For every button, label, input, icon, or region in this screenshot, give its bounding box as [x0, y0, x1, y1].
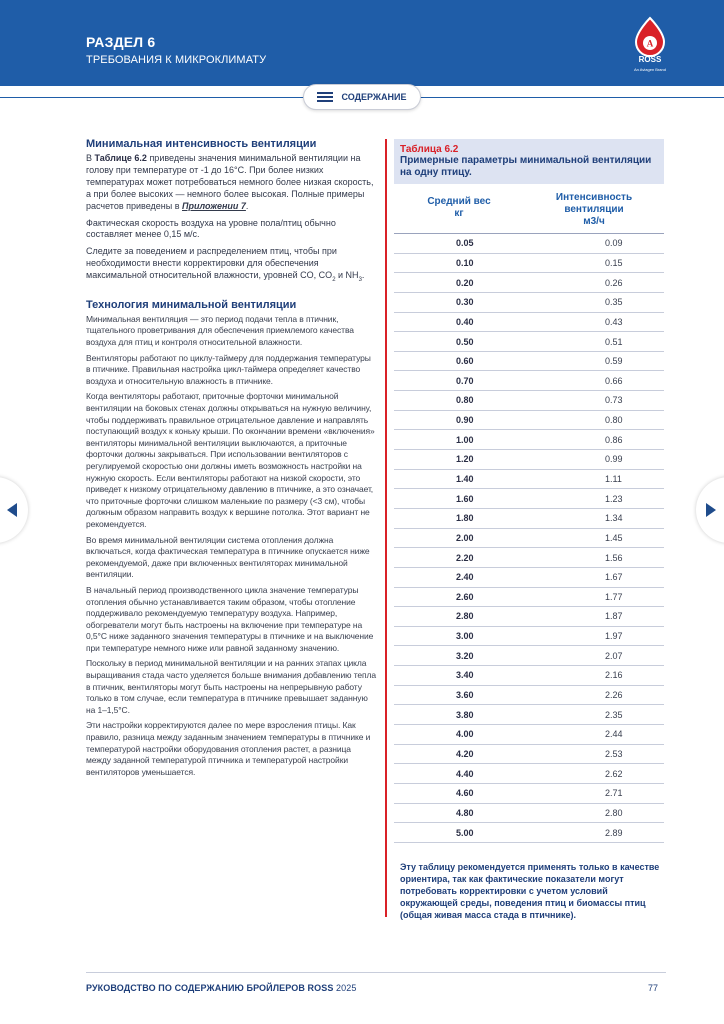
table-row [394, 764, 664, 784]
arrow-right-icon [706, 503, 716, 517]
cell-weight: 4.00 [456, 729, 474, 740]
cell-weight: 2.80 [456, 611, 474, 622]
table-title: Примерные параметры минимальной вентиляции на одну птицу. [400, 155, 652, 178]
cell-ventilation: 0.26 [605, 277, 623, 288]
cell-weight: 2.00 [456, 532, 474, 543]
cell-weight: 4.20 [456, 748, 474, 759]
table-row [394, 352, 664, 372]
cell-ventilation: 0.09 [605, 238, 623, 249]
table-row [394, 705, 664, 725]
prev-page-button[interactable] [0, 477, 28, 543]
section-title: РАЗДЕЛ 6 [86, 34, 156, 50]
cell-ventilation: 2.62 [605, 768, 623, 779]
cell-weight: 1.80 [456, 513, 474, 524]
heading-min-ventilation: Минимальная интенсивность вентиляции [86, 138, 317, 150]
table-row [394, 548, 664, 568]
cell-ventilation: 0.99 [605, 454, 623, 465]
table-row [394, 391, 664, 411]
paragraph-air-speed: Фактическая скорость воздуха на уровне пола/птиц обычно составляет менее 0,15 м/с. [86, 217, 336, 240]
table-row [394, 823, 664, 843]
cell-ventilation: 0.73 [605, 395, 623, 406]
contents-button[interactable] [303, 84, 421, 110]
cell-weight: 0.10 [456, 257, 474, 268]
cell-weight: 0.50 [456, 336, 474, 347]
cell-ventilation: 2.53 [605, 748, 623, 759]
table-row [394, 254, 664, 274]
table-row [394, 646, 664, 666]
text-column [86, 138, 376, 782]
logo-letter: A [646, 38, 654, 49]
cell-ventilation: 1.23 [605, 493, 623, 504]
cell-ventilation: 2.80 [605, 807, 623, 818]
cell-weight: 4.40 [456, 768, 474, 779]
table-row [394, 568, 664, 588]
cell-weight: 0.05 [456, 238, 474, 249]
brand-tag: An Aviagen Brand [634, 67, 666, 72]
table-row [394, 313, 664, 333]
cell-weight: 3.20 [456, 650, 474, 661]
footer-title: РУКОВОДСТВО ПО СОДЕРЖАНИЮ БРОЙЛЕРОВ ROSS 2025 [86, 983, 357, 993]
table-label: Таблица 6.2 [400, 144, 459, 155]
table-row [394, 804, 664, 824]
cell-weight: 0.30 [456, 297, 474, 308]
table-row [394, 666, 664, 686]
table-row [394, 293, 664, 313]
arrow-left-icon [7, 503, 17, 517]
cell-ventilation: 0.59 [605, 356, 623, 367]
cell-weight: 0.90 [456, 415, 474, 426]
paragraph: Минимальная вентиляция — это период подачи тепла в птичник, тщательного проветривания для обеспечения приемлемого качества воздуха для птиц и контроля относительной влажности. [86, 313, 354, 348]
paragraph: Эти настройки корректируются далее по мере взросления птицы. Как правило, разница между заданным значением температуры в птичнике и температурой настройки оборудования отопления растет, а разница между заданной температурой птичника и температурой настройки вентиляторов уменьшается. [86, 720, 371, 777]
cell-ventilation: 1.67 [605, 572, 623, 583]
table-row [394, 332, 664, 352]
cell-weight: 0.70 [456, 375, 474, 386]
table-row [394, 607, 664, 627]
page-number: 77 [648, 983, 659, 993]
cell-weight: 4.60 [456, 788, 474, 799]
cell-weight: 2.20 [456, 552, 474, 563]
table-row [394, 371, 664, 391]
cell-weight: 2.40 [456, 572, 474, 583]
cell-ventilation: 1.45 [605, 532, 623, 543]
column-header-weight: Средний вес кг [427, 196, 491, 219]
table-row [394, 450, 664, 470]
cell-ventilation: 0.86 [605, 434, 623, 445]
cell-weight: 0.40 [456, 316, 474, 327]
cell-ventilation: 1.77 [605, 591, 623, 602]
footer-divider [86, 972, 666, 973]
cell-ventilation: 1.11 [605, 474, 622, 484]
cell-ventilation: 2.07 [605, 650, 623, 661]
table-accent-line [385, 139, 387, 917]
table-header [394, 139, 664, 184]
table-row [394, 529, 664, 549]
paragraph: Поскольку в период минимальной вентиляции и на ранних этапах цикла выращивания стада часто уделяется больше внимания добавлению тепла в птичник, вентиляторы могут быть настроены на непрерывную работу только в том случае, если температура в птичнике превышает заданную на 1–1,5°С. [86, 658, 377, 715]
cell-weight: 0.20 [456, 277, 474, 288]
cell-ventilation: 1.56 [605, 552, 623, 563]
cell-weight: 1.60 [456, 493, 474, 504]
cell-weight: 5.00 [456, 827, 474, 838]
cell-ventilation: 0.66 [605, 375, 623, 386]
paragraph-intro: В Таблице 6.2 приведены значения минимальной вентиляции на голову при температуре от -1 до 16°С. При более низких температурах может потребоваться немного более низкая скорость, а при более высоких — немного более высокая. Полные примеры расчетов приведены в Приложении 7. [86, 153, 374, 211]
cell-weight: 1.20 [456, 454, 474, 465]
brand-name: ROSS [638, 55, 662, 64]
cell-ventilation: 1.97 [605, 631, 623, 642]
table-note: Эту таблицу рекомендуется применять только в качестве ориентира, так как фактические показатели могут потребовать корректировки с учетом условий окружающей среды, поведения птиц и биомассы птиц (общая живая масса стада в птичнике). [400, 861, 660, 920]
cell-ventilation: 2.71 [605, 788, 623, 799]
cell-ventilation: 0.80 [605, 415, 623, 426]
cell-weight: 3.00 [456, 631, 474, 642]
cell-ventilation: 1.87 [605, 611, 623, 622]
heading-technology: Технология минимальной вентиляции [86, 298, 297, 311]
cell-ventilation: 0.35 [605, 297, 623, 308]
table-row [394, 725, 664, 745]
cell-ventilation: 2.44 [605, 729, 623, 740]
table-row [394, 411, 664, 431]
table-row [394, 588, 664, 608]
cell-weight: 0.80 [456, 395, 474, 406]
table-row [394, 745, 664, 765]
ventilation-table [394, 139, 664, 921]
paragraph-behavior: Следите за поведением и распределением птиц, чтобы при необходимости внести корректировки для обеспечения максимальной относительной влажности, уровней CO, $CO_2$ и $NH_3$. [86, 246, 365, 283]
paragraph: Вентиляторы работают по циклу-таймеру для поддержания температуры в птичнике. Правильная настройка цикл-таймера определяет качество воздуха и относительную влажность в птичнике. [86, 352, 371, 386]
table-row [394, 627, 664, 647]
cell-weight: 3.60 [456, 690, 474, 701]
contents-label: СОДЕРЖАНИЕ [341, 92, 407, 102]
paragraph: Во время минимальной вентиляции система отопления должна включаться, когда фактическая температура в птичнике опускается ниже рекомендуемой, даже при включенных вентиляторах минимальной вентиляции. [86, 534, 370, 580]
cell-weight: 1.40 [456, 474, 474, 484]
table-body [394, 234, 664, 843]
table-column-headers [394, 184, 664, 234]
cell-ventilation: 0.51 [605, 336, 623, 347]
table-row [394, 509, 664, 529]
menu-icon [317, 92, 333, 102]
cell-weight: 1.00 [456, 434, 474, 445]
cell-ventilation: 2.16 [605, 670, 623, 681]
cell-weight: 4.80 [456, 807, 474, 818]
table-row [394, 273, 664, 293]
cell-ventilation: 0.43 [605, 316, 623, 327]
appendix-link[interactable]: Приложении 7 [182, 200, 246, 211]
cell-weight: 3.80 [456, 709, 474, 720]
table-row [394, 430, 664, 450]
table-row [394, 686, 664, 706]
table-row [394, 234, 664, 254]
cell-ventilation: 2.26 [605, 690, 623, 701]
cell-weight: 2.60 [456, 591, 474, 602]
table-row [394, 489, 664, 509]
page-header [0, 0, 724, 86]
cell-weight: 3.40 [456, 670, 474, 681]
paragraph: Когда вентиляторы работают, приточные форточки минимальной вентиляции на боковых стенах должны открываться на нужную величину, чтобы поддерживать правильное отрицательное давление и направлять поступающий воздух к коньку крыши. По окончании времени «включения» вентиляторы минимальной вентиляции выключаются, а приточные форточки должны закрываться. При использовании вентиляторов с регулируемой скоростью они должны иметь возможность настройки на нужную скорость. Если вентиляторы работают на низкой скорости, это приведет к низкому отрицательному давлению в птичнике, а это означает, что приточные форточки слишком маленькие по размеру (<3 см), чтобы должным образом направить воздух к вершине потолка. Этот вариант не рекомендуется. [86, 391, 375, 529]
table-row [394, 470, 664, 490]
next-page-button[interactable] [696, 477, 724, 543]
column-header-ventilation: Интенсивность вентиляции м3/ч [555, 192, 633, 227]
paragraph: В начальный период производственного цикла значение температуры отопления обычно устанавливается таким образом, чтобы отопление поддерживало рекомендуемую температуру воздуха. Например, обогреватели могут быть настроены на включение при температуре на 0,5°С ниже заданного значения температуры в птичнике и на выключение при температуре немного ниже или равной заданному значению. [86, 584, 374, 653]
table-row [394, 784, 664, 804]
cell-ventilation: 1.34 [605, 513, 623, 524]
cell-weight: 0.60 [456, 356, 474, 367]
cell-ventilation: 0.15 [605, 257, 623, 268]
section-subtitle: ТРЕБОВАНИЯ К МИКРОКЛИМАТУ [86, 54, 267, 66]
cell-ventilation: 2.89 [605, 827, 623, 838]
cell-ventilation: 2.35 [605, 709, 623, 720]
